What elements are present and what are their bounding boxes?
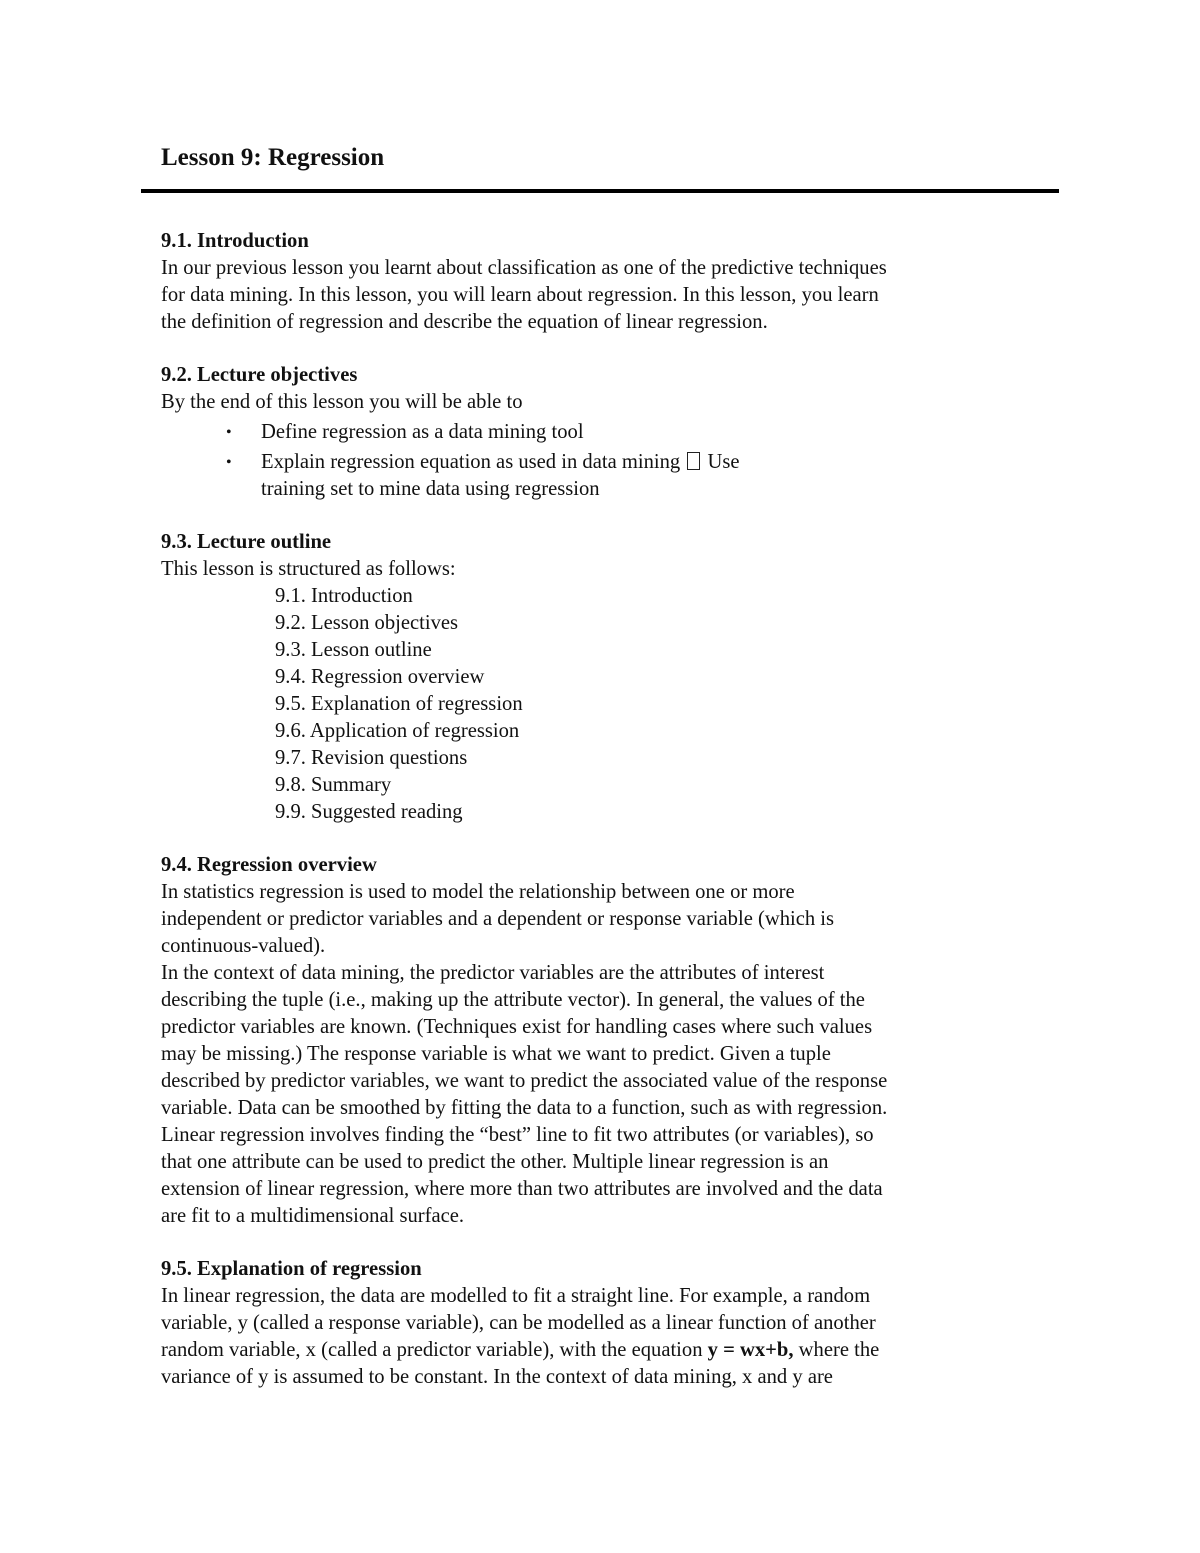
section-regression-overview	[161, 852, 1021, 1230]
objective-item-continuation: training set to mine data using regression	[261, 478, 600, 500]
paragraph-line: may be missing.) The response variable is what we want to predict. Given a tuple	[161, 1043, 831, 1065]
outline-item: 9.1. Introduction	[275, 585, 413, 607]
title-divider	[141, 189, 1059, 193]
section-heading: 9.5. Explanation of regression	[161, 1258, 422, 1280]
objective-item: • Explain regression equation as used in data mining Use	[226, 449, 1021, 476]
paragraph-line: described by predictor variables, we want to predict the associated value of the response	[161, 1070, 888, 1092]
paragraph-line: extension of linear regression, where more than two attributes are involved and the data	[161, 1178, 883, 1200]
outline-item: 9.6. Application of regression	[275, 720, 520, 742]
section-explanation	[161, 1256, 1021, 1391]
objective-item: • Define regression as a data mining tool	[226, 419, 1021, 446]
outline-item: 9.2. Lesson objectives	[275, 612, 459, 634]
section-heading: 9.2. Lecture objectives	[161, 364, 358, 386]
paragraph-line: variable. Data can be smoothed by fitting the data to a function, such as with regression.	[161, 1097, 888, 1119]
paragraph-line: that one attribute can be used to predict the other. Multiple linear regression is an	[161, 1151, 829, 1173]
section-heading: 9.3. Lecture outline	[161, 531, 332, 553]
outline-list	[161, 583, 1021, 826]
paragraph-line: Linear regression involves finding the “best” line to fit two attributes (or variables), so	[161, 1124, 874, 1146]
section-heading: 9.4. Regression overview	[161, 854, 377, 876]
paragraph-line: variable, y (called a response variable), can be modelled as a linear function of another	[161, 1312, 876, 1334]
outline-item: 9.5. Explanation of regression	[275, 693, 523, 715]
paragraph-line: continuous-valued).	[161, 935, 326, 957]
paragraph-line: are fit to a multidimensional surface.	[161, 1205, 465, 1227]
lesson-body	[161, 228, 1021, 1417]
page-title: Lesson 9: Regression	[161, 144, 385, 171]
paragraph-line: the definition of regression and describe the equation of linear regression.	[161, 311, 768, 333]
paragraph-line: In linear regression, the data are modelled to fit a straight line. For example, a random	[161, 1285, 871, 1307]
paragraph-line: independent or predictor variables and a dependent or response variable (which is	[161, 908, 835, 930]
objectives-lead: By the end of this lesson you will be able to	[161, 391, 523, 413]
paragraph-line: random variable, x (called a predictor variable), with the equation y = wx+b, where the	[161, 1339, 880, 1361]
paragraph-line: for data mining. In this lesson, you will learn about regression. In this lesson, you learn	[161, 284, 879, 306]
outline-item: 9.9. Suggested reading	[275, 801, 463, 823]
paragraph-line: In our previous lesson you learnt about classification as one of the predictive techniques	[161, 257, 887, 279]
paragraph-line: describing the tuple (i.e., making up the attribute vector). In general, the values of the	[161, 989, 865, 1011]
section-objectives	[161, 362, 1021, 503]
outline-item: 9.4. Regression overview	[275, 666, 485, 688]
section-outline	[161, 529, 1021, 826]
paragraph-line: In the context of data mining, the predictor variables are the attributes of interest	[161, 962, 825, 984]
section-introduction	[161, 228, 1021, 336]
paragraph-line: predictor variables are known. (Techniques exist for handling cases where such values	[161, 1016, 873, 1038]
regression-equation: y = wx+b,	[707, 1339, 794, 1361]
paragraph-line: variance of y is assumed to be constant. In the context of data mining, x and y are	[161, 1366, 833, 1388]
objectives-list	[161, 419, 1021, 503]
outline-lead: This lesson is structured as follows:	[161, 558, 456, 580]
section-heading: 9.1. Introduction	[161, 230, 309, 252]
outline-item: 9.7. Revision questions	[275, 747, 468, 769]
paragraph-line: In statistics regression is used to model the relationship between one or more	[161, 881, 795, 903]
missing-glyph-icon	[687, 452, 700, 470]
outline-item: 9.8. Summary	[275, 774, 392, 796]
outline-item: 9.3. Lesson outline	[275, 639, 432, 661]
